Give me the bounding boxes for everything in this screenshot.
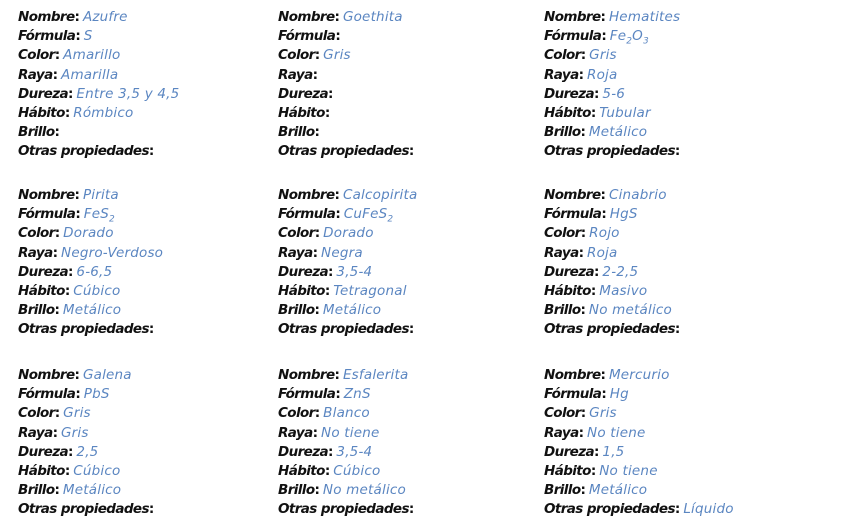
colon-separator: : [335,386,341,403]
colon-separator: : [54,225,61,242]
formula-value [83,206,115,225]
raya-label: Raya [278,424,313,441]
dureza-value: 3,5-4 [336,263,373,280]
nombre-label: Nombre [544,187,601,203]
color-row [278,46,548,65]
colon-separator: : [312,424,319,441]
dureza-row [18,443,288,462]
nombre-row [18,8,288,27]
colon-separator: : [314,47,321,64]
raya-label: Raya [544,66,579,83]
colon-separator: : [314,302,320,319]
formula-row [544,205,814,224]
otras-row [278,320,548,339]
formula-value [609,28,649,47]
nombre-row [544,186,814,205]
dureza-label: Dureza [278,263,328,280]
brillo-value: Metálico [62,482,122,499]
habito-value: Cúbico [73,282,121,299]
nombre-row [278,366,548,385]
habito-label: Hábito [18,462,65,479]
otras-row [544,142,814,161]
dureza-row [278,263,548,282]
raya-label: Raya [278,244,313,261]
habito-row [544,462,814,481]
habito-value: Tubular [599,104,651,121]
colon-separator: : [590,462,597,479]
formula-part: FeS [83,206,109,223]
habito-label: Hábito [278,462,325,479]
raya-label: Raya [544,244,579,261]
color-row [544,224,814,243]
brillo-row [278,123,548,142]
dureza-value: 5-6 [602,85,626,102]
formula-subscript: 3 [642,36,649,47]
habito-label: Hábito [544,282,591,299]
dureza-label: Dureza [544,263,594,280]
formula-subscript: 2 [626,36,633,47]
raya-value: Roja [587,244,618,261]
colon-separator: : [54,302,60,319]
raya-value: Gris [61,424,89,441]
colon-separator: : [75,386,81,403]
formula-part: O [632,28,643,45]
colon-separator: : [408,143,415,160]
habito-row [278,104,548,123]
formula-part: HgS [609,206,638,223]
color-label: Color [544,47,581,64]
colon-separator: : [580,225,587,242]
formula-row [18,385,288,404]
raya-row [18,66,288,85]
colon-separator: : [75,28,81,45]
otras-label: Otras propiedades [544,143,675,160]
colon-separator: : [334,9,340,25]
brillo-label: Brillo [544,302,581,319]
habito-row [18,462,288,481]
formula-part: CuFeS [343,206,388,223]
dureza-label: Dureza [18,85,68,102]
formula-row [278,385,548,404]
formula-row [18,27,288,46]
color-row [544,46,814,65]
colon-separator: : [594,443,600,460]
color-value: Gris [323,47,351,64]
otras-row [544,500,814,519]
brillo-label: Brillo [278,124,315,141]
dureza-label: Dureza [278,443,328,460]
colon-separator: : [601,206,607,223]
formula-row [544,385,814,404]
formula-label: Fórmula [18,28,76,45]
formula-part: ZnS [343,386,371,403]
brillo-value: Metálico [588,482,648,499]
otras-value: Líquido [683,501,734,518]
dureza-label: Dureza [18,443,68,460]
colon-separator: : [601,386,607,403]
nombre-label: Nombre [544,9,601,25]
nombre-label: Nombre [544,367,601,383]
colon-separator: : [64,104,71,121]
color-label: Color [278,47,315,64]
colon-separator: : [54,482,60,499]
color-label: Color [18,47,55,64]
colon-separator: : [594,85,600,102]
colon-separator: : [594,263,600,280]
brillo-row [544,123,814,142]
formula-row [278,205,548,224]
brillo-value: Metálico [62,302,122,319]
formula-label: Fórmula [544,206,602,223]
habito-value: Cúbico [73,462,121,479]
nombre-label: Nombre [278,187,335,203]
formula-label: Fórmula [544,386,602,403]
colon-separator: : [68,443,74,460]
colon-separator: : [314,405,321,422]
color-value: Blanco [323,405,370,422]
colon-separator: : [312,66,319,83]
mineral-card [278,186,548,340]
habito-row [18,104,288,123]
formula-label: Fórmula [18,206,76,223]
color-row [18,46,288,65]
colon-separator: : [52,424,59,441]
nombre-value: Pirita [82,187,119,203]
mineral-card [544,186,814,340]
colon-separator: : [674,143,681,160]
colon-separator: : [600,367,606,383]
habito-row [18,282,288,301]
brillo-label: Brillo [18,302,55,319]
colon-separator: : [408,321,415,338]
colon-separator: : [580,482,586,499]
dureza-value: 6-6,5 [76,263,113,280]
formula-label: Fórmula [544,28,602,45]
formula-label: Fórmula [18,386,76,403]
formula-part: Hg [609,386,629,403]
raya-row [544,66,814,85]
nombre-value: Hematites [608,9,681,25]
colon-separator: : [324,282,331,299]
colon-separator: : [334,367,340,383]
brillo-value: No metálico [588,302,672,319]
formula-subscript: 2 [108,214,115,225]
raya-value: Negro-Verdoso [61,244,164,261]
color-row [18,404,288,423]
brillo-label: Brillo [544,482,581,499]
mineral-card [544,8,814,162]
color-value: Rojo [589,225,620,242]
raya-label: Raya [18,244,53,261]
otras-label: Otras propiedades [544,501,675,518]
dureza-value: 1,5 [602,443,625,460]
colon-separator: : [328,263,334,280]
mineral-card [18,8,288,162]
nombre-row [18,366,288,385]
formula-row [278,27,548,46]
dureza-value: 2,5 [76,443,99,460]
colon-separator: : [52,66,59,83]
dureza-label: Dureza [278,85,328,102]
raya-value: Negra [321,244,363,261]
raya-row [544,424,814,443]
brillo-label: Brillo [18,124,55,141]
habito-value: Masivo [599,282,648,299]
brillo-row [18,123,288,142]
mineral-card [18,366,288,520]
raya-value: No tiene [587,424,646,441]
colon-separator: : [64,282,71,299]
colon-separator: : [148,143,155,160]
colon-separator: : [64,462,71,479]
brillo-label: Brillo [278,302,315,319]
nombre-value: Mercurio [608,367,670,383]
color-label: Color [544,405,581,422]
colon-separator: : [580,405,587,422]
colon-separator: : [578,424,585,441]
colon-separator: : [324,462,331,479]
colon-separator: : [578,244,585,261]
colon-separator: : [54,124,60,141]
nombre-value: Esfalerita [342,367,409,383]
nombre-label: Nombre [18,9,75,25]
colon-separator: : [601,28,607,45]
colon-separator: : [600,187,606,203]
formula-value [610,206,638,222]
colon-separator: : [580,124,586,141]
otras-label: Otras propiedades [18,143,149,160]
colon-separator: : [334,187,340,203]
color-row [544,404,814,423]
dureza-label: Dureza [18,263,68,280]
color-label: Color [544,225,581,242]
colon-separator: : [580,47,587,64]
habito-label: Hábito [278,282,325,299]
brillo-row [18,481,288,500]
colon-separator: : [52,244,59,261]
raya-row [18,244,288,263]
nombre-value: Azufre [82,9,128,25]
formula-part: S [83,28,93,45]
raya-label: Raya [18,66,53,83]
mineral-card [18,186,288,340]
habito-value: Rómbico [73,104,134,121]
dureza-row [544,443,814,462]
nombre-row [544,8,814,27]
raya-value: Roja [587,66,618,83]
color-row [278,224,548,243]
formula-value [84,28,93,44]
colon-separator: : [408,501,415,518]
otras-row [278,500,548,519]
colon-separator: : [148,321,155,338]
nombre-label: Nombre [278,367,335,383]
formula-row [544,27,814,46]
formula-label: Fórmula [278,206,336,223]
otras-label: Otras propiedades [278,501,409,518]
dureza-label: Dureza [544,443,594,460]
formula-part: PbS [83,386,110,403]
colon-separator: : [75,206,81,223]
dureza-row [278,85,548,104]
brillo-value: Metálico [588,124,648,141]
habito-row [278,462,548,481]
color-value: Gris [589,47,617,64]
brillo-row [278,301,548,320]
color-label: Color [18,405,55,422]
brillo-row [544,301,814,320]
formula-value [610,386,629,402]
colon-separator: : [314,124,320,141]
dureza-label: Dureza [544,85,594,102]
dureza-row [544,263,814,282]
formula-subscript: 2 [387,214,394,225]
colon-separator: : [68,85,74,102]
mineral-card [544,366,814,520]
nombre-value: Calcopirita [342,187,418,203]
brillo-value: No metálico [322,482,406,499]
raya-row [278,244,548,263]
otras-label: Otras propiedades [544,321,675,338]
raya-label: Raya [278,66,313,83]
colon-separator: : [148,501,155,518]
dureza-row [544,85,814,104]
formula-value [84,386,110,402]
color-value: Gris [63,405,91,422]
nombre-row [278,8,548,27]
colon-separator: : [314,225,321,242]
color-value: Dorado [63,225,114,242]
habito-label: Hábito [544,462,591,479]
nombre-label: Nombre [278,9,335,25]
habito-row [278,282,548,301]
colon-separator: : [314,482,320,499]
raya-row [278,424,548,443]
otras-row [544,320,814,339]
colon-separator: : [335,206,341,223]
otras-label: Otras propiedades [278,143,409,160]
brillo-label: Brillo [544,124,581,141]
brillo-row [278,481,548,500]
raya-row [18,424,288,443]
formula-part: Fe [609,28,627,45]
otras-row [18,142,288,161]
brillo-label: Brillo [18,482,55,499]
otras-label: Otras propiedades [18,501,149,518]
colon-separator: : [74,9,80,25]
formula-label: Fórmula [278,386,336,403]
colon-separator: : [674,501,681,518]
colon-separator: : [54,47,61,64]
dureza-row [278,443,548,462]
formula-label: Fórmula [278,28,336,45]
habito-label: Hábito [18,104,65,121]
color-label: Color [278,225,315,242]
nombre-value: Galena [82,367,132,383]
dureza-row [18,263,288,282]
raya-value: Amarilla [61,66,119,83]
colon-separator: : [328,443,334,460]
nombre-row [278,186,548,205]
otras-row [278,142,548,161]
nombre-label: Nombre [18,187,75,203]
formula-value [343,206,394,225]
nombre-label: Nombre [18,367,75,383]
raya-label: Raya [18,424,53,441]
colon-separator: : [600,9,606,25]
raya-value: No tiene [321,424,380,441]
brillo-row [544,481,814,500]
colon-separator: : [580,302,586,319]
otras-row [18,320,288,339]
habito-row [544,104,814,123]
brillo-row [18,301,288,320]
color-label: Color [18,225,55,242]
habito-value: Cúbico [333,462,381,479]
habito-value: No tiene [599,462,658,479]
colon-separator: : [590,282,597,299]
colon-separator: : [324,104,331,121]
colon-separator: : [578,66,585,83]
color-value: Amarillo [63,47,121,64]
color-row [18,224,288,243]
otras-row [18,500,288,519]
colon-separator: : [68,263,74,280]
colon-separator: : [74,367,80,383]
brillo-value: Metálico [322,302,382,319]
nombre-row [18,186,288,205]
raya-row [544,244,814,263]
habito-label: Hábito [544,104,591,121]
habito-label: Hábito [278,104,325,121]
dureza-row [18,85,288,104]
mineral-card [278,8,548,162]
habito-label: Hábito [18,282,65,299]
otras-label: Otras propiedades [18,321,149,338]
formula-row [18,205,288,224]
nombre-value: Cinabrio [608,187,667,203]
color-value: Dorado [323,225,374,242]
colon-separator: : [590,104,597,121]
habito-value: Tetragonal [333,282,407,299]
colon-separator: : [335,28,341,45]
dureza-value: 3,5-4 [336,443,373,460]
colon-separator: : [74,187,80,203]
habito-row [544,282,814,301]
dureza-value: 2-2,5 [602,263,639,280]
color-row [278,404,548,423]
colon-separator: : [54,405,61,422]
raya-row [278,66,548,85]
color-value: Gris [589,405,617,422]
formula-value [344,386,371,402]
colon-separator: : [674,321,681,338]
mineral-card [278,366,548,520]
color-label: Color [278,405,315,422]
brillo-label: Brillo [278,482,315,499]
dureza-value: Entre 3,5 y 4,5 [76,85,180,102]
colon-separator: : [328,85,334,102]
nombre-row [544,366,814,385]
raya-label: Raya [544,424,579,441]
nombre-value: Goethita [342,9,403,25]
colon-separator: : [312,244,319,261]
otras-label: Otras propiedades [278,321,409,338]
